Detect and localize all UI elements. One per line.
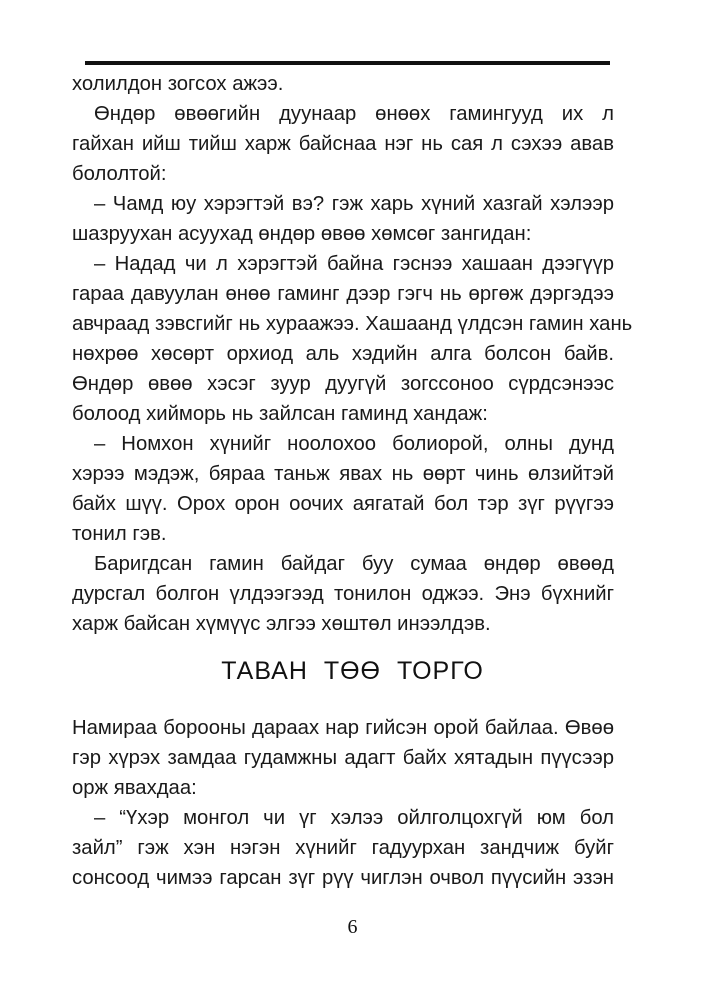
text-line: гайхан ийш тийш харж байснаа нэг нь сая л сэхээ авав <box>72 133 614 155</box>
text-line: Өндөр өвөөгийн дуунаар өнөөх гамингууд их л <box>94 103 614 125</box>
chapter-heading: ТАВАН ТӨӨ ТОРГО <box>221 657 484 685</box>
text-line: зайл” гэж хэн нэгэн хүнийг гадуурхан зандчиж буйг <box>72 837 614 859</box>
text-line: харж байсан хүмүүс элгээ хөштөл инээлдэв. <box>72 613 491 635</box>
page-number: 6 <box>347 916 358 938</box>
text-line: холилдон зогсох ажээ. <box>72 73 284 95</box>
body-text-lower <box>72 713 614 893</box>
text-line: хэрээ мэдэж, бяраа таньж явах нь өөрт чинь өлзийтэй <box>72 463 614 485</box>
text-line: сонсоод чимээ гарсан зүг рүү чиглэн очвол пүүсийн эзэн <box>72 867 614 889</box>
text-line: авчраад зэвсгийг нь хураажээ. Хашаанд үлдсэн гамин хань <box>72 313 633 335</box>
body-text-upper <box>72 69 633 639</box>
text-line: шазруухан асуухад өндөр өвөө хөмсөг зангидан: <box>72 223 532 245</box>
text-line: Намираа борооны дараах нар гийсэн орой байлаа. Өвөө <box>72 717 614 739</box>
text-line: нөхрөө хөсөрт орхиод аль хэдийн алга болсон байв. <box>72 343 614 365</box>
text-line: гараа давуулан өнөө гаминг дээр гэгч нь өргөж дэргэдээ <box>72 283 614 305</box>
text-line: гэр хүрэх замдаа гудамжны адагт байх хятадын пүүсээр <box>72 747 614 769</box>
text-line: бололтой: <box>72 163 167 185</box>
text-line: тонил гэв. <box>72 523 167 545</box>
text-line: болоод хийморь нь зайлсан гаминд хандаж: <box>72 403 488 425</box>
top-rule <box>85 61 610 65</box>
text-line: дурсгал болгон үлдээгээд тонилон оджээ. Энэ бүхнийг <box>72 583 614 605</box>
text-line: – Надад чи л хэрэгтэй байна гэснээ хашаан дээгүүр <box>94 253 614 275</box>
text-line: Баригдсан гамин байдаг буу сумаа өндөр өвөөд <box>94 553 614 575</box>
text-line: Өндөр өвөө хэсэг зуур дуугүй зогссоноо сүрдсэнээс <box>72 373 614 395</box>
text-line: байх шүү. Орох орон оочих аягатай бол тэр зүг рүүгээ <box>72 493 614 515</box>
text-line: – Номхон хүнийг ноолохоо болиорой, олны дунд <box>94 433 614 455</box>
text-line: – “Үхэр монгол чи үг хэлээ ойлголцохгүй юм бол <box>94 807 614 829</box>
text-line: – Чамд юу хэрэгтэй вэ? гэж харь хүний хазгай хэлээр <box>94 193 614 215</box>
text-line: орж явахдаа: <box>72 777 197 799</box>
